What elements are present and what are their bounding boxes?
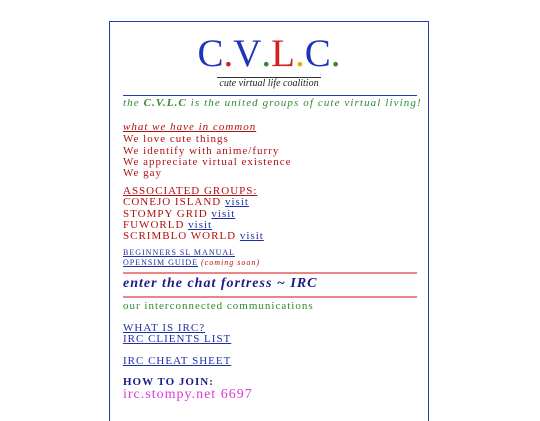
logo-letter: . xyxy=(330,32,341,75)
group-name: STOMPY GRID xyxy=(123,208,208,220)
common-item: We identify with anime/furry xyxy=(123,145,280,157)
logo-letter: . xyxy=(223,32,234,75)
common-item: We gay xyxy=(123,167,163,179)
groups-heading: ASSOCIATED GROUPS: xyxy=(123,185,258,197)
content-card xyxy=(109,21,429,421)
site-logo xyxy=(110,34,428,74)
what-is-irc-link[interactable]: WHAT IS IRC? xyxy=(123,322,206,334)
group-visit-link[interactable]: visit xyxy=(239,230,264,242)
irc-subtitle: our interconnected communications xyxy=(123,300,314,312)
divider xyxy=(123,272,417,274)
group-row xyxy=(123,196,249,208)
logo-letter: V xyxy=(233,32,262,75)
group-name: CONEJO ISLAND xyxy=(123,196,222,208)
logo-letter: L xyxy=(271,32,295,75)
opensim-guide-link[interactable]: OPENSIM GUIDE xyxy=(123,258,198,267)
irc-section-title: enter the chat fortress ~ IRC xyxy=(123,276,318,291)
intro-name: C.V.L.C xyxy=(143,97,187,109)
divider xyxy=(123,296,417,298)
group-name: FUWORLD xyxy=(123,219,185,231)
intro-text xyxy=(123,97,422,109)
intro-prefix: the xyxy=(123,97,144,109)
group-row xyxy=(123,230,264,242)
logo-letter: C xyxy=(197,32,224,75)
tagline-wrapper xyxy=(110,73,428,91)
group-visit-link[interactable]: visit xyxy=(225,196,249,208)
coming-soon-note: (coming soon) xyxy=(201,258,260,267)
how-to-join-heading: HOW TO JOIN: xyxy=(123,376,214,388)
common-item: We appreciate virtual existence xyxy=(123,156,292,168)
irc-clients-link[interactable]: IRC CLIENTS LIST xyxy=(123,333,232,345)
logo-tagline: cute virtual life coalition xyxy=(219,78,319,89)
group-visit-link[interactable]: visit xyxy=(211,208,236,220)
logo-letter: C xyxy=(304,32,331,75)
group-name: SCRIMBLO WORLD xyxy=(123,230,237,242)
logo-letter: . xyxy=(295,32,305,75)
common-heading: what we have in common xyxy=(123,121,257,133)
divider xyxy=(123,95,417,96)
irc-cheat-sheet-link[interactable]: IRC CHEAT SHEET xyxy=(123,355,232,367)
common-item: We love cute things xyxy=(123,133,229,145)
intro-suffix: is the united groups of cute virtual living! xyxy=(186,97,422,109)
logo-letter: . xyxy=(261,32,272,75)
opensim-row xyxy=(123,258,260,267)
group-visit-link[interactable]: visit xyxy=(188,219,213,231)
beginners-manual-link[interactable]: BEGINNERS SL MANUAL xyxy=(123,248,236,257)
irc-server-address: irc.stompy.net 6697 xyxy=(123,387,253,402)
